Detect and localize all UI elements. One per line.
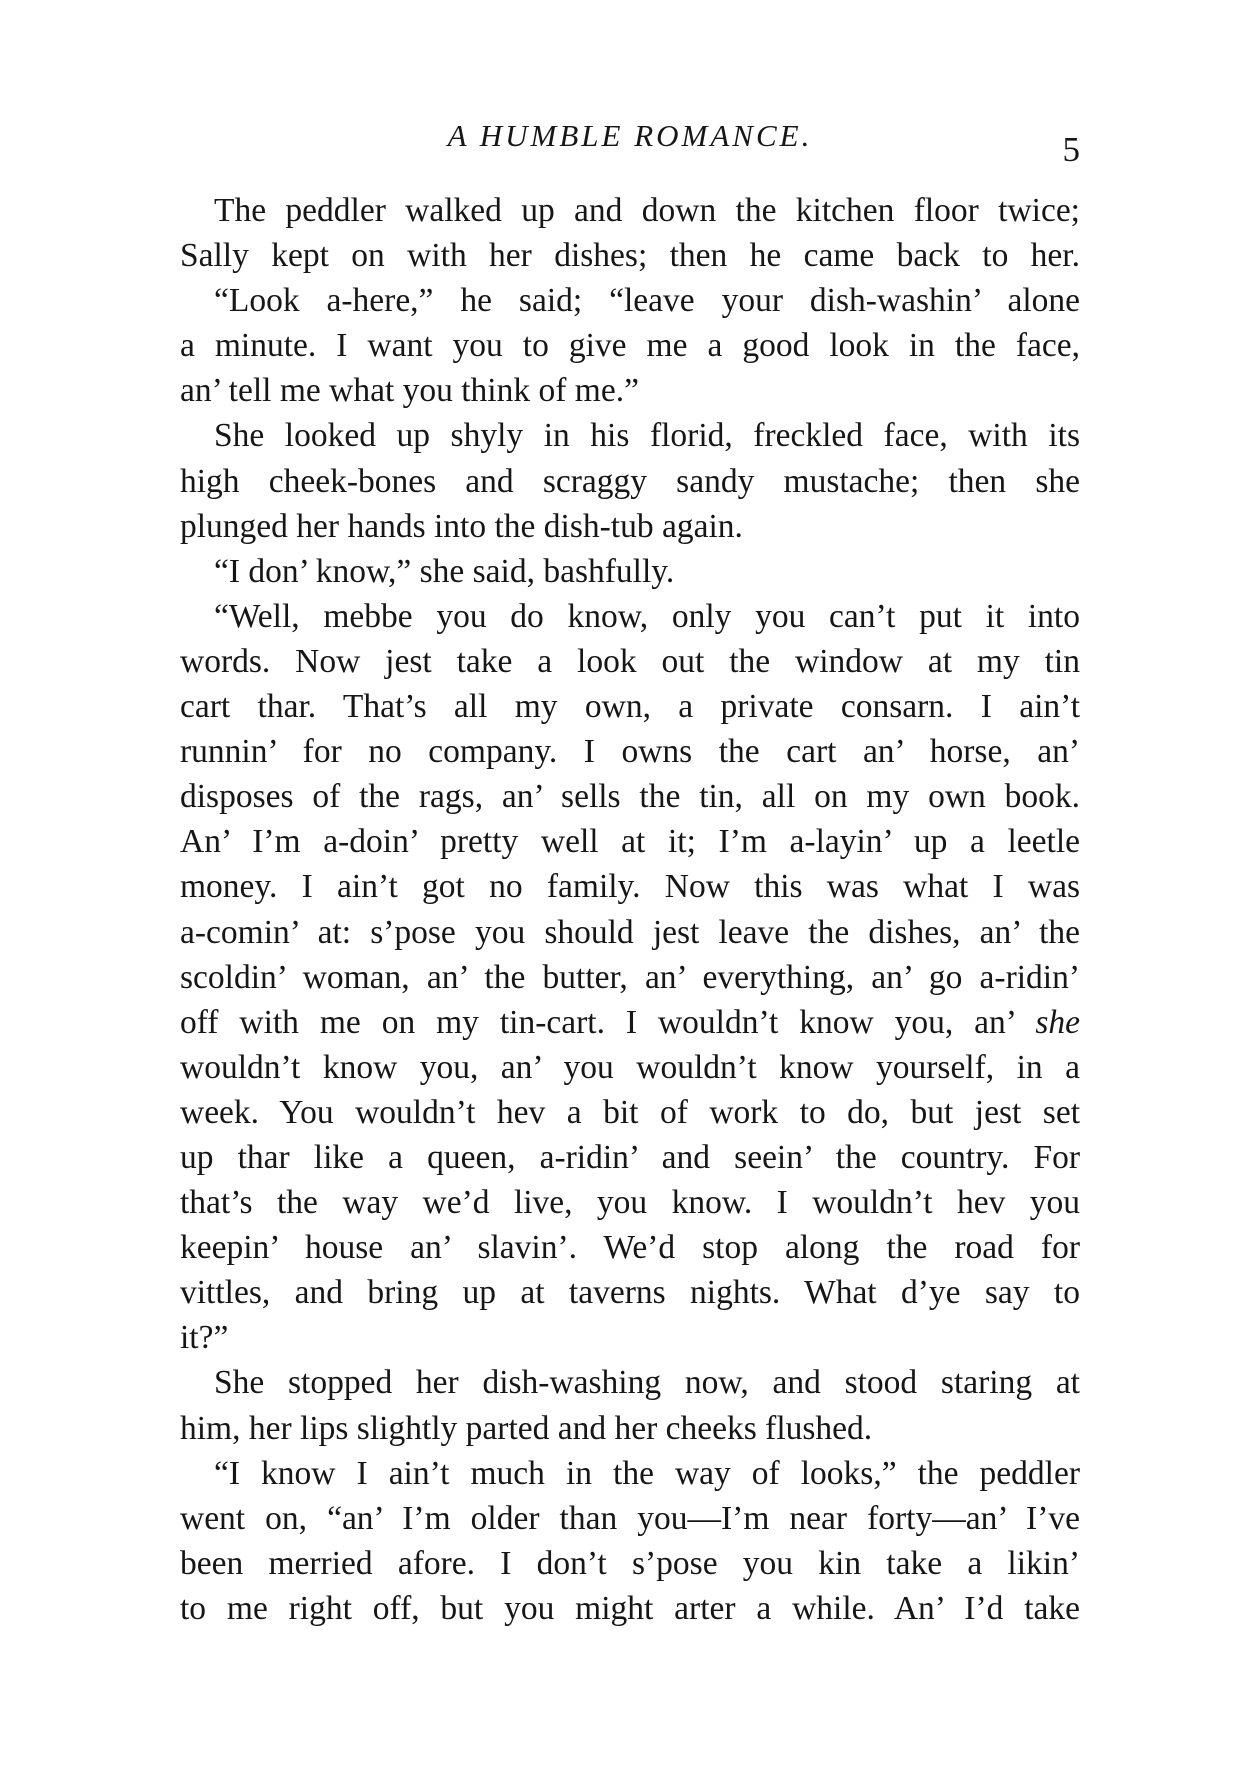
text-line-content: off with me on my tin-cart. I wouldn’t know you, an’ — [180, 1003, 1015, 1041]
text-line — [180, 819, 1080, 864]
text-line — [180, 323, 1080, 368]
text-line — [180, 1000, 1080, 1045]
text-line — [180, 594, 1080, 639]
running-title: A HUMBLE ROMANCE. — [447, 118, 813, 153]
text-line-content: it?” — [180, 1319, 229, 1357]
text-line-content: up thar like a queen, a-ridin’ and seein’ the country. For — [180, 1138, 1080, 1176]
text-line-content: She looked up shyly in his florid, freckled face, with its — [214, 417, 1080, 455]
text-line — [180, 864, 1080, 909]
text-line-content: An’ I’m a-doin’ pretty well at it; I’m a-layin’ up a leetle — [180, 823, 1080, 861]
text-line-content: “Well, mebbe you do know, only you can’t put it into — [214, 597, 1080, 635]
text-line-content: runnin’ for no company. I owns the cart an’ horse, an’ — [180, 733, 1080, 771]
text-line-content: scoldin’ woman, an’ the butter, an’ everything, an’ go a-ridin’ — [180, 958, 1080, 996]
text-line — [180, 1451, 1080, 1496]
text-line-content: that’s the way we’d live, you know. I wouldn’t hev you — [180, 1184, 1080, 1222]
text-line — [180, 1045, 1080, 1090]
text-line — [180, 1406, 1080, 1451]
text-line-content: “Look a-here,” he said; “leave your dish-washin’ alone — [214, 282, 1080, 320]
text-line-content: to me right off, but you might arter a while. An’ I’d take — [180, 1589, 1080, 1627]
text-line — [180, 459, 1080, 504]
text-line-content: him, her lips slightly parted and her cheeks flushed. — [180, 1409, 873, 1447]
text-line-content: vittles, and bring up at taverns nights. What d’ye say to — [180, 1274, 1080, 1312]
text-line-content: went on, “an’ I’m older than you—I’m near forty—an’ I’ve — [180, 1499, 1080, 1537]
text-line-content: “I don’ know,” she said, bashfully. — [214, 552, 675, 590]
text-line-content: keepin’ house an’ slavin’. We’d stop along the road for — [180, 1229, 1080, 1267]
page-number: 5 — [1062, 130, 1080, 169]
text-line — [180, 910, 1080, 955]
text-line-content: The peddler walked up and down the kitchen floor twice; — [214, 192, 1080, 229]
text-line-content: a minute. I want you to give me a good look in the face, — [180, 327, 1080, 365]
text-line — [180, 549, 1080, 594]
text-line — [180, 188, 1080, 233]
text-line-content: disposes of the rags, an’ sells the tin, all on my own book. — [180, 778, 1080, 816]
text-line — [180, 639, 1080, 684]
text-line-content: plunged her hands into the dish-tub again. — [180, 507, 743, 545]
text-line — [180, 233, 1080, 278]
text-line — [180, 368, 1080, 413]
text-line — [180, 1225, 1080, 1270]
text-line — [180, 1496, 1080, 1541]
text-line — [180, 1360, 1080, 1405]
text-line — [180, 413, 1080, 458]
text-line-content: wouldn’t know you, an’ you wouldn’t know yourself, in a — [180, 1048, 1080, 1086]
text-line — [180, 278, 1080, 323]
text-line-content: high cheek-bones and scraggy sandy mustache; then she — [180, 462, 1080, 500]
italic-emphasis: she — [1035, 1003, 1080, 1041]
body-text — [180, 188, 1080, 1631]
text-line — [180, 729, 1080, 774]
text-line — [180, 1586, 1080, 1631]
text-line — [180, 1270, 1080, 1315]
text-line — [180, 955, 1080, 1000]
text-line — [180, 684, 1080, 729]
text-line — [180, 1180, 1080, 1225]
text-line-content: Sally kept on with her dishes; then he came back to her. — [180, 237, 1080, 275]
text-line-content: money. I ain’t got no family. Now this was what I was — [180, 868, 1080, 906]
text-line-content: cart thar. That’s all my own, a private consarn. I ain’t — [180, 688, 1080, 726]
text-line-content: words. Now jest take a look out the window at my tin — [180, 642, 1080, 680]
text-line-content: She stopped her dish-washing now, and stood staring at — [214, 1364, 1080, 1402]
text-line-content: “I know I ain’t much in the way of looks,” the peddler — [214, 1454, 1080, 1492]
text-line — [180, 774, 1080, 819]
text-line — [180, 1135, 1080, 1180]
text-line — [180, 1541, 1080, 1586]
text-line-content: a-comin’ at: s’pose you should jest leave the dishes, an’ the — [180, 913, 1080, 951]
text-line-content: been merried afore. I don’t s’pose you kin take a likin’ — [180, 1544, 1080, 1582]
text-line-content: week. You wouldn’t hev a bit of work to do, but jest set — [180, 1093, 1080, 1131]
running-head — [180, 118, 1080, 168]
text-line — [180, 1090, 1080, 1135]
text-line-content: an’ tell me what you think of me.” — [180, 372, 639, 410]
text-line — [180, 1315, 1080, 1360]
text-line — [180, 504, 1080, 549]
